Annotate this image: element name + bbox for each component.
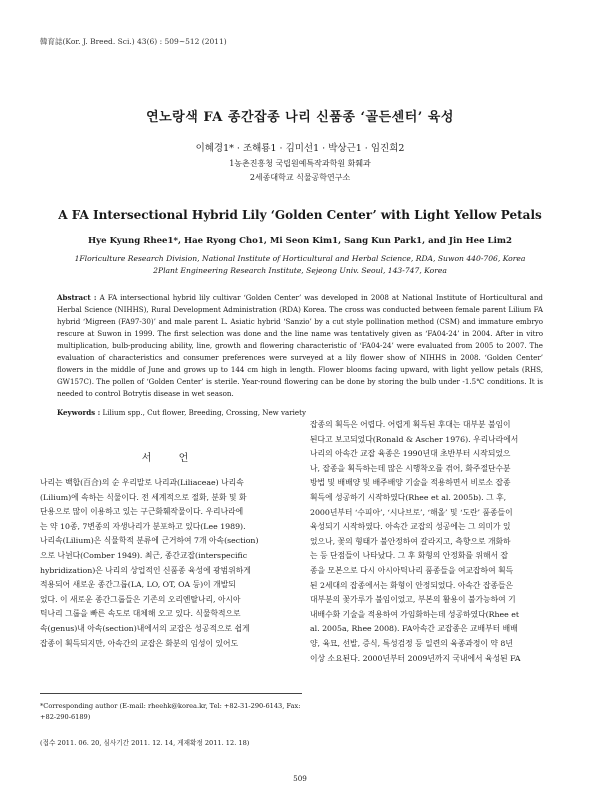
body-line: 된 2세대의 잡종에서는 화형이 안정되었다. 아속간 잡종들은 [310, 580, 514, 590]
abstract-label: Abstract : [57, 293, 97, 302]
english-affiliation-2: 2Plant Engineering Research Institute, Sejeong Univ. Seoul, 143-747, Korea [153, 266, 447, 275]
body-line: 육성되기 시작하였다. 아속간 교잡의 성공에는 그 의미가 있 [310, 522, 511, 532]
korean-title: 연노랑색 FA 종간잡종 나리 신품종 ‘골든센터’ 육성 [146, 110, 454, 125]
body-line: 속(genus)내 아속(section)내에서의 교잡은 성공적으로 쉽게 [40, 623, 250, 633]
body-line: 양, 육묘, 선발, 증식, 특성검정 등 일련의 육종과정이 약 8년 [310, 638, 513, 648]
keywords [57, 408, 543, 417]
english-authors: Hye Kyung Rhee1*, Hae Ryong Cho1, Mi Seon Kim1, Sang Kun Park1, and Jin Hee Lim2 [88, 236, 512, 246]
korean-affiliation-1: 1농촌진흥청 국립원예특작과학원 화훼과 [229, 159, 371, 168]
body-line: 는 등 단점들이 나타났다. 그 후 화형의 안정화를 위해서 잡 [310, 551, 509, 561]
body-line: 잡종의 획득은 어렵다. 어렵게 획득된 후대는 대부분 불임이 [310, 420, 511, 429]
english-affiliation-1: 1Floriculture Research Division, National Institute of Horticultural and Herbal Science, RDA, Suwon 440-706, Korea [74, 254, 526, 263]
body-line: 이상 소요된다. 2000년부터 2009년까지 국내에서 육성된 FA [310, 653, 521, 663]
body-line: 잡종이 획득되지만, 아속간의 교잡은 화분의 임성이 있어도 [40, 638, 239, 648]
korean-affiliation-2: 2세종대학교 식물공학연구소 [249, 173, 351, 182]
body-line: 틱나리 그룹을 빠른 속도로 대체해 오고 있다. 식물학적으로 [40, 609, 241, 619]
body-line: 방법 및 배배양 및 배주배양 기술을 적용하면서 비로소 잡종 [310, 478, 511, 488]
body-line: 획득에 성공하기 시작하였다(Rhee et al. 2005b). 그 후, [310, 492, 507, 502]
keywords-text: Lilium spp., Cut flower, Breeding, Crossing, New variety [102, 408, 306, 417]
body-line: 된다고 보고되었다(Ronald & Ascher 1976). 우리나라에서 [310, 434, 519, 444]
received-dates-footnote: (접수 2011. 06. 20, 심사기간 2011. 12. 14, 게재확정 2011. 12. 18) [40, 739, 250, 747]
right-column [310, 418, 560, 666]
body-line: 었다. 이 새로운 종간그룹들은 기존의 오리엔탈나리, 아시아 [40, 594, 241, 604]
corresponding-author-footnote: *Corresponding author (E-mail: rheehk@korea.kr, Tel: +82-31-290-6143, Fax: +82-290-6189) [40, 702, 301, 721]
page-number: 509 [293, 774, 307, 783]
abstract-text: A FA intersectional hybrid lily cultivar ‘Golden Center’ was developed in 2008 at National Institute of Horticultural and Herbal Science (NIHHS), Rural Development Administration (RDA) Korea. The cross was conducted between female parent Lilium FA hybrid ‘Migreen (FA97-30)’ and male parent L. Asiatic hybrid ‘Sanzio’ by a cut style pollination method (CSM) and immature embryo rescure at Suwon in 1999. The first selection was done and the line name was tentatively given as ‘FA04-24’ in 2004. After in vitro multiplication, bulb-producing ability, line, growth and flowering characteristic of ‘FA04-24’ were evaluated from 2005 to 2007. The evaluation of characteristics and consumer preferences were surveyed at a lily flower show of NIHHS in 2008. ‘Golden Center’ flowers in the middle of June and grows up to 144 cm high in length. Flower blooms facing upward, with light yellow petals (RHS, GW157C). The pollen of ‘Golden Center’ is sterile. Year-round flowering can be done by storing the bulb under -1.5℃ conditions. It is needed to control Botrytis disease in wet season. [57, 293, 543, 398]
body-line: 는 약 10종, 7변종의 자생나리가 분포하고 있다(Lee 1989). [40, 521, 246, 531]
footnote-divider [40, 693, 302, 694]
body-line: hybridization)은 나리의 상업적인 신품종 육성에 광범위하게 [40, 565, 251, 575]
english-title: A FA Intersectional Hybrid Lily ‘Golden Center’ with Light Yellow Petals [58, 208, 542, 222]
keywords-label: Keywords : [57, 408, 101, 417]
body-line: 나리속(Lilium)은 식물학적 분류에 근거하여 7개 아속(section) [40, 536, 259, 546]
body-line: 대부분의 꽃가루가 불임이었고, 부본의 활용이 불가능하여 기 [310, 595, 516, 605]
left-column [40, 476, 302, 651]
body-line: 종을 모본으로 다시 아시아틱나리 품종들을 여교잡하여 획득 [310, 565, 514, 575]
body-line: al. 2005a, Rhee 2008). FA아속간 교잡종은 교배부터 배배 [310, 624, 518, 634]
body-line: 내배수화 기술을 적용하여 가임화하는데 성공하였다(Rhee et [310, 609, 519, 619]
abstract [57, 292, 543, 400]
body-line: 2000년부터 ‘수피아’, ‘시나브로’, ‘해올’ 및 ‘도란’ 품종들이 [310, 507, 513, 517]
body-line: 나, 잡종을 획득하는데 많은 시행착오를 겪어, 화주절단수분 [310, 463, 511, 473]
body-line: 으로 나뉜다(Comber 1949). 최근, 종간교잡(interspecific [40, 550, 248, 560]
body-line: 었으나, 꽃의 형태가 불안정하여 갈라지고, 측향으로 개화하 [310, 536, 511, 546]
body-line: (Lilium)에 속하는 식물이다. 전 세계적으로 절화, 분화 및 화 [40, 492, 247, 502]
section-heading-introduction: 서 언 [141, 453, 201, 464]
body-line: 나리의 아속간 교잡 육종은 1990년대 초반부터 시작되었으 [310, 449, 511, 459]
body-line: 단용으로 많이 이용하고 있는 구근화훼작물이다. 우리나라에 [40, 507, 244, 517]
body-line: 적용되어 새로운 종간그룹(LA, LO, OT, OA 등)이 개발되 [40, 580, 236, 590]
body-line: 나리는 백합(百合)의 순 우리말로 나리과(Liliaceae) 나리속 [40, 478, 244, 487]
korean-authors: 이혜경1* · 조해룡1 · 김미선1 · 박상근1 · 임진희2 [195, 143, 405, 154]
journal-citation: 韓育誌(Kor. J. Breed. Sci.) 43(6) : 509~512 (2011) [40, 37, 227, 46]
